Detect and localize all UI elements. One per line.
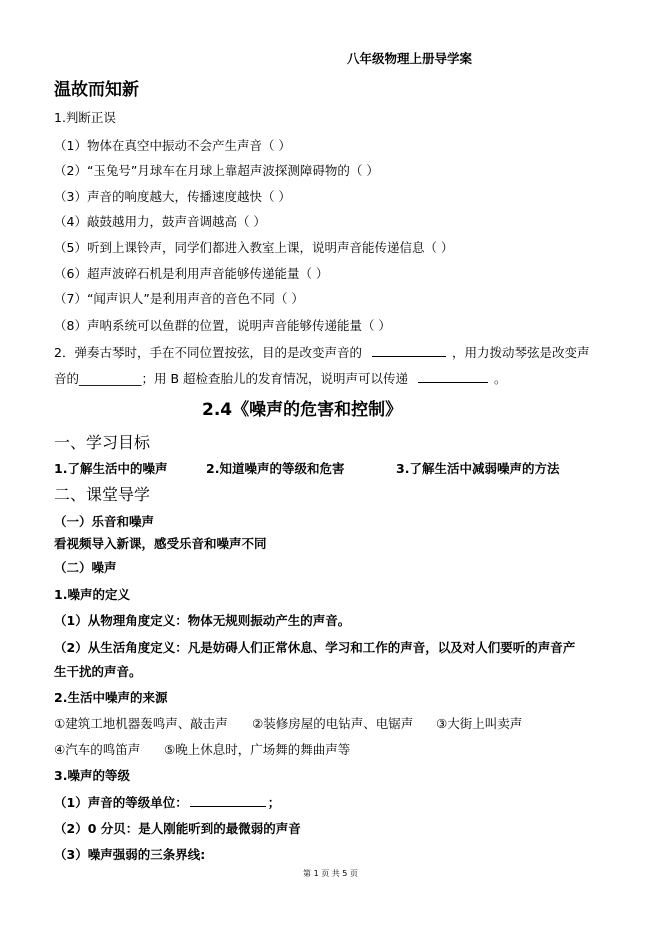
goal-item: 2.知道噪声的等级和危害 [206,461,345,476]
answer-blank[interactable] [190,794,266,807]
question-2-text-b: ，用力拨动琴弦是改变声 [451,345,590,360]
definition-life-line-1: （2）从生活角度定义：凡是妨碍人们正常休息、学习和工作的声音，以及对人们要听的声音产 [54,640,576,655]
level-boundaries: （3）噪声强弱的三条界线: [54,847,206,862]
true-false-item-2: （2）“玉兔号”月球车在月球上靠超声波探测障碍物的（ ） [54,163,379,178]
level-unit-label: （1）声音的等级单位： [54,795,188,810]
goals-row [54,461,559,477]
true-false-item-3: （3）声音的响度越大，传播速度越快（ ） [54,189,291,204]
question-1-title: 1.判断正误 [54,110,116,125]
source-item: ⑤晚上休息时，广场舞的舞曲声等 [164,742,351,757]
page-footer: 第 1 页 共 5 页 [303,869,358,878]
goal-item: 3.了解生活中减弱噪声的方法 [396,461,560,476]
true-false-item-1: （1）物体在真空中振动不会产生声音（ ） [54,138,291,153]
sources-row-2 [54,742,350,758]
question-2-text-a: 2．弹奏古琴时，手在不同位置按弦，目的是改变声音的 [54,345,362,360]
source-item: ④汽车的鸣笛声 [54,742,141,757]
definition-life-line-2: 生干扰的声音。 [54,664,142,679]
document-header: 八年级物理上册导学案 [347,51,473,66]
true-false-item-7: （7）“闻声识人”是利用声音的音色不同（ ） [54,291,304,306]
sources-row-1 [54,716,522,732]
true-false-item-5: （5）听到上课铃声，同学们都进入教室上课，说明声音能传递信息（ ） [54,240,454,255]
true-false-item-8: （8）声呐系统可以鱼群的位置，说明声音能够传递能量（ ） [54,318,391,333]
part-2-heading: （二）噪声 [54,560,117,575]
guide-heading: 二、课堂导学 [54,485,151,504]
level-zero-db: （2）0 分贝：是人刚能听到的最微弱的声音 [54,821,301,836]
source-item: ①建筑工地机器轰鸣声、敲击声 [54,716,228,731]
lesson-title: 2.4《噪声的危害和控制》 [202,400,403,420]
question-2-line-2 [54,370,507,387]
source-item: ③大街上叫卖声 [436,716,523,731]
question-2-text-d: 。 [494,371,507,386]
goal-item: 1.了解生活中的噪声 [54,461,168,476]
answer-blank[interactable] [372,344,446,357]
true-false-item-4: （4）敲鼓越用力，鼓声音调越高（ ） [54,214,266,229]
review-heading: 温故而知新 [54,80,139,100]
level-heading: 3.噪声的等级 [54,768,130,783]
part-1-heading: （一）乐音和噪声 [54,514,155,529]
true-false-item-6: （6）超声波碎石机是利用声音能够传递能量（ ） [54,266,329,281]
definition-heading: 1.噪声的定义 [54,587,130,602]
goals-heading: 一、学习目标 [54,433,151,452]
source-item: ②装修房屋的电钻声、电锯声 [252,716,414,731]
level-unit-line [54,794,280,811]
part-1-text: 看视频导入新课，感受乐音和噪声不同 [54,536,267,551]
definition-physics: （1）从物理角度定义：物体无规则振动产生的声音。 [54,613,351,628]
sources-heading: 2.生活中噪声的来源 [54,690,168,705]
question-2-text-c: 音的__________；用 B 超检查胎儿的发育情况，说明声可以传递 [54,371,409,386]
answer-blank[interactable] [418,370,488,383]
level-unit-end: ； [267,795,281,810]
question-2-line-1 [54,344,589,361]
